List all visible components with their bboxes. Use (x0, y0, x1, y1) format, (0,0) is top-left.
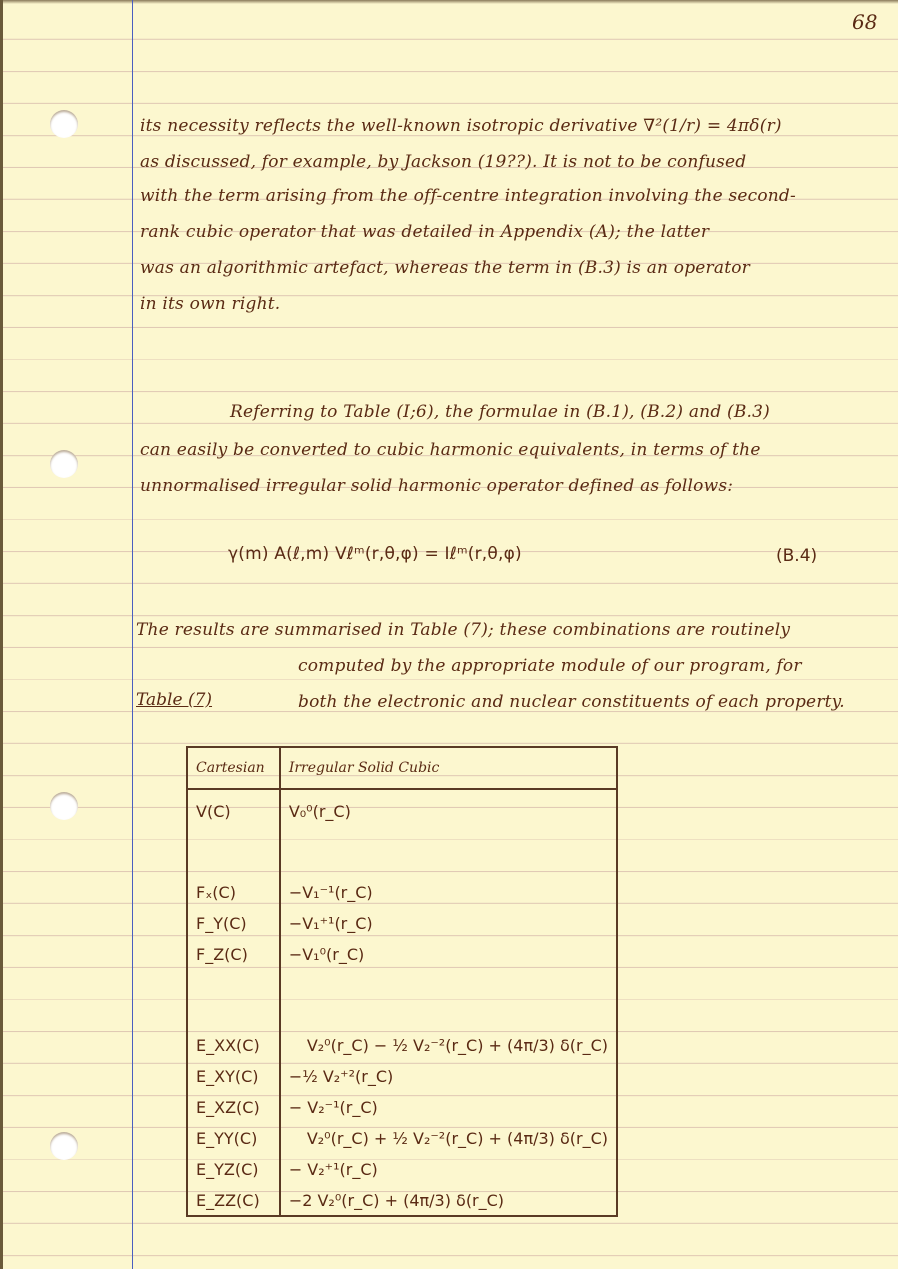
cell-cubic: −V₁⁺¹(r_C) (288, 914, 373, 933)
equation-b4: γ(m) A(ℓ,m) Vℓᵐ(r,θ,φ) = Iℓᵐ(r,θ,φ) (228, 544, 522, 564)
table-spacer (187, 833, 617, 877)
table-row (187, 877, 617, 908)
cell-cartesian: E_XZ(C) (187, 1092, 280, 1123)
table-row (187, 1061, 617, 1092)
cell-cubic: − V₂⁺¹(r_C) (288, 1160, 378, 1179)
cell-cartesian: F_Y(C) (187, 908, 280, 939)
paragraph-line: its necessity reflects the well-known isotropic derivative ∇²(1/r) = 4πδ(r) (140, 116, 782, 136)
punch-hole (50, 450, 78, 478)
page-number: 68 (852, 10, 878, 34)
cell-cartesian: E_YZ(C) (187, 1154, 280, 1185)
punch-hole (50, 1132, 78, 1160)
cell-cubic: −V₁⁻¹(r_C) (288, 883, 373, 902)
cell-cartesian: V(C) (187, 789, 280, 833)
paragraph-line: rank cubic operator that was detailed in Appendix (A); the latter (140, 222, 710, 242)
header-cartesian: Cartesian (187, 747, 280, 789)
punch-hole (50, 110, 78, 138)
table-spacer (187, 970, 617, 1030)
table-row (187, 939, 617, 970)
table-7 (186, 746, 618, 1217)
table-label: Table (7) (136, 690, 213, 710)
table-header-row (187, 747, 617, 789)
table-row (187, 789, 617, 833)
page-top-edge (0, 0, 898, 4)
cell-cartesian: Fₓ(C) (187, 877, 280, 908)
table-row (187, 1092, 617, 1123)
cell-cubic: V₂⁰(r_C) − ½ V₂⁻²(r_C) + (4π/3) δ(r_C) (306, 1036, 608, 1055)
table-row (187, 1185, 617, 1216)
paragraph-line: with the term arising from the off-centre integration involving the second- (140, 186, 796, 206)
cell-cubic: −V₁⁰(r_C) (288, 945, 365, 964)
margin-rule (132, 0, 133, 1269)
cell-cartesian: E_YY(C) (187, 1123, 280, 1154)
cell-cubic: − V₂⁻¹(r_C) (288, 1098, 378, 1117)
paragraph-line: as discussed, for example, by Jackson (19??). It is not to be confused (140, 152, 747, 172)
cell-cartesian: E_XY(C) (187, 1061, 280, 1092)
paragraph-line: The results are summarised in Table (7); these combinations are routinely (136, 620, 791, 640)
paragraph-line: Referring to Table (I;6), the formulae in (B.1), (B.2) and (B.3) (230, 402, 770, 422)
equation-label: (B.4) (776, 546, 818, 566)
cell-cubic: V₀⁰(r_C) (288, 802, 351, 821)
punch-hole (50, 792, 78, 820)
paragraph-line: in its own right. (140, 294, 281, 314)
table-row (187, 1154, 617, 1185)
cell-cartesian: E_XX(C) (187, 1030, 280, 1061)
table-row (187, 1030, 617, 1061)
paragraph-line: both the electronic and nuclear constituents of each property. (298, 692, 845, 712)
cell-cubic: −2 V₂⁰(r_C) + (4π/3) δ(r_C) (288, 1190, 505, 1210)
paragraph-line: computed by the appropriate module of our program, for (298, 656, 802, 676)
cell-cubic: V₂⁰(r_C) + ½ V₂⁻²(r_C) + (4π/3) δ(r_C) (306, 1129, 608, 1148)
paragraph-line: unnormalised irregular solid harmonic operator defined as follows: (140, 476, 734, 496)
page-left-edge (0, 0, 3, 1269)
table-row (187, 1123, 617, 1154)
paragraph-line: was an algorithmic artefact, whereas the term in (B.3) is an operator (140, 258, 751, 278)
cell-cubic: −½ V₂⁺²(r_C) (288, 1067, 394, 1086)
cell-cartesian: F_Z(C) (187, 939, 280, 970)
header-irregular-solid-cubic: Irregular Solid Cubic (280, 747, 617, 789)
paragraph-line: can easily be converted to cubic harmonic equivalents, in terms of the (140, 440, 761, 460)
table-row (187, 908, 617, 939)
cell-cartesian: E_ZZ(C) (187, 1185, 280, 1216)
